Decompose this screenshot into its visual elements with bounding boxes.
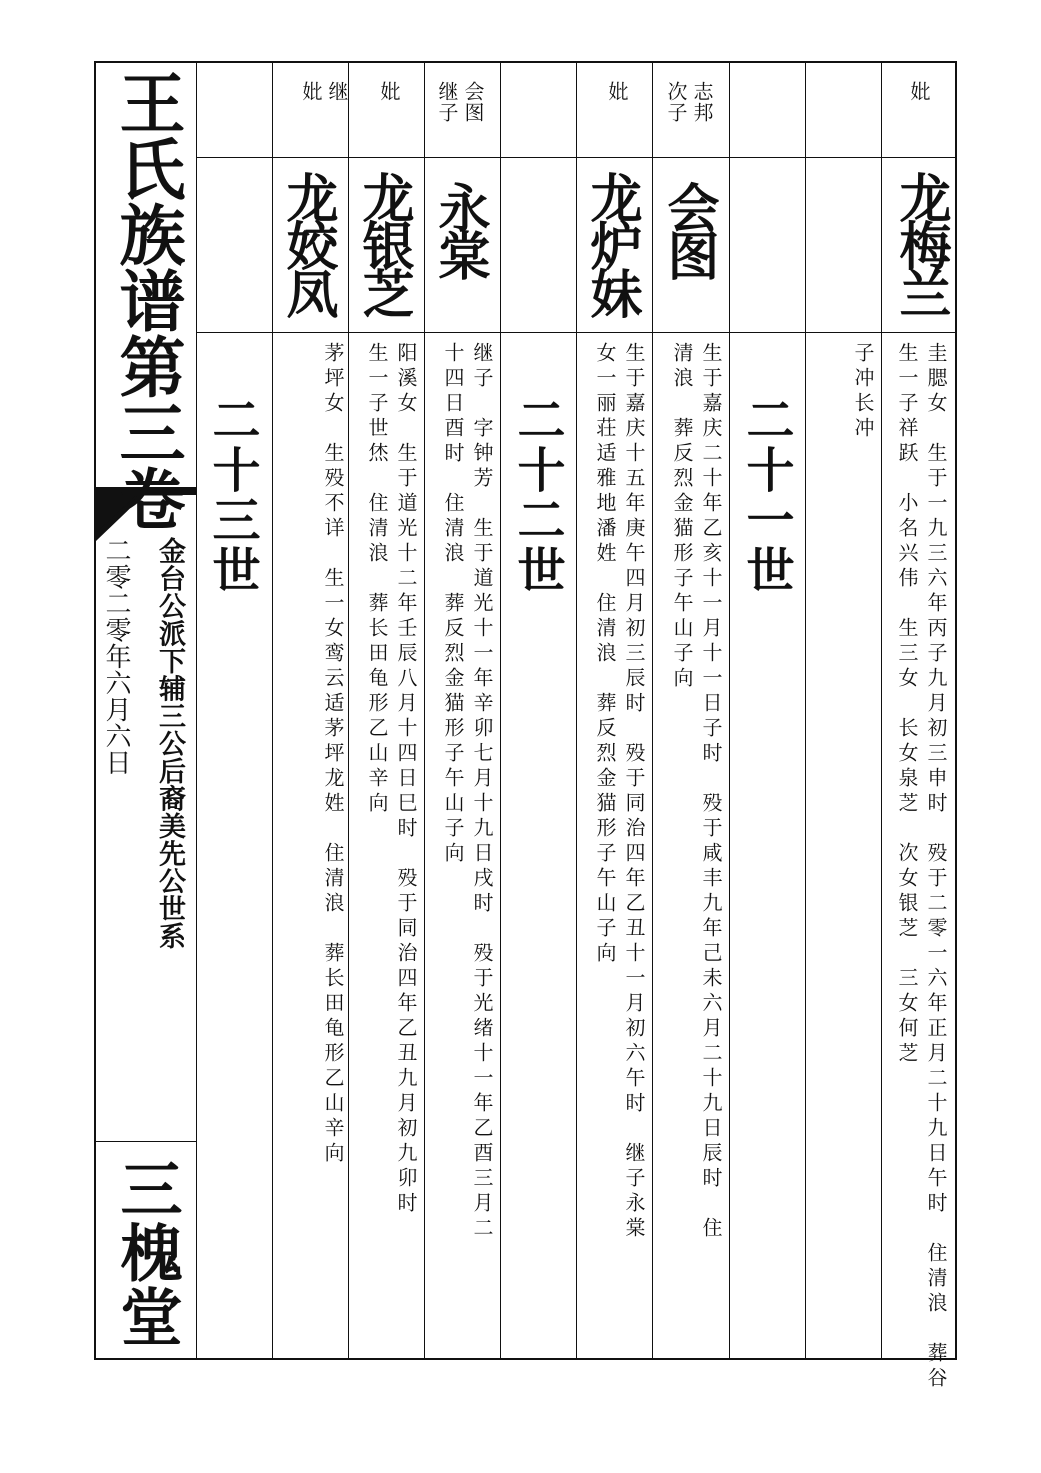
person-bio-long-jiaofeng: 茅坪女 生殁不详 生一女鸾云适茅坪龙姓 住清浪 葬长田龟形乙山辛向 [321, 342, 345, 1167]
genealogy-page-frame [94, 61, 957, 1392]
person-name-long-jiaofeng: 龙姣凤 [277, 171, 338, 315]
column-divider [805, 63, 806, 1358]
person-name-long-yinzhi: 龙银芝 [353, 171, 414, 315]
compilation-date: 二零二零年六月六日 [101, 537, 131, 776]
person-bio-yongtang: 继子 字钟芳 生于道光十一年辛卯七月十九日戌时 殁于光绪十一年乙酉三月二 十四日酉时 住清浪 葬反烈金猫形子午山子向 [441, 342, 494, 1242]
generation-marker-23: 二十三世 [204, 395, 260, 595]
relation-label: 志邦 次子 [664, 81, 714, 123]
column-divider [576, 63, 577, 1358]
children-note: 子冲长冲 [851, 342, 875, 442]
column-divider [196, 63, 197, 1358]
person-name-long-lumei: 龙炉妹 [581, 171, 642, 315]
column-divider [348, 63, 349, 1358]
column-divider [500, 63, 501, 1358]
relation-label: 妣 [377, 81, 401, 102]
column-divider [652, 63, 653, 1358]
person-bio-long-meilan: 圭腮女 生于一九三六年丙子九月初三申时 殁于二零一六年正月二十九日午时 住清浪 葬谷 生一子祥跃 小名兴伟 生三女 长女泉芝 次女银芝 三女何芝 [895, 342, 948, 1392]
book-title: 王氏族谱第三卷 [108, 69, 186, 531]
person-name-yongtang: 永棠 [429, 181, 490, 277]
relation-label: 会图 继子 [435, 81, 485, 123]
column-divider [881, 63, 882, 1358]
person-bio-long-yinzhi: 阳溪女 生于道光十二年壬辰八月十四日巳时 殁于同治四年乙丑九月初九卯时 生一子世烋 住清浪 葬长田龟形乙山辛向 [365, 342, 418, 1217]
relation-label: 妣 [907, 81, 931, 102]
relation-label: 妣 [605, 81, 629, 102]
row-divider [196, 332, 955, 333]
column-divider [424, 63, 425, 1358]
person-bio-huitu: 生于嘉庆二十年乙亥十一月十一日子时 殁于咸丰九年己未六月二十九日辰时 住 清浪 葬反烈金猫形子午山子向 [670, 342, 723, 1242]
column-divider [729, 63, 730, 1358]
hall-name: 三槐堂 [110, 1157, 183, 1349]
title-panel-divider [96, 1141, 196, 1142]
person-name-long-meilan: 龙梅兰 [890, 171, 951, 315]
generation-marker-22: 二十二世 [509, 395, 565, 595]
branch-lineage-text: 金台公派下辅三公后裔美先公世系 [154, 537, 185, 950]
column-divider [272, 63, 273, 1358]
relation-label: 继 妣 [299, 81, 349, 102]
row-divider [196, 157, 955, 158]
person-bio-long-lumei: 生于嘉庆十五年庚午四月初三辰时 殁于同治四年乙丑十一月初六午时 继子永棠 女一丽荘适雅地潘姓 住清浪 葬反烈金猫形子午山子向 [593, 342, 646, 1242]
generation-marker-21: 二十一世 [738, 395, 794, 595]
person-name-huitu: 会图 [658, 181, 719, 277]
